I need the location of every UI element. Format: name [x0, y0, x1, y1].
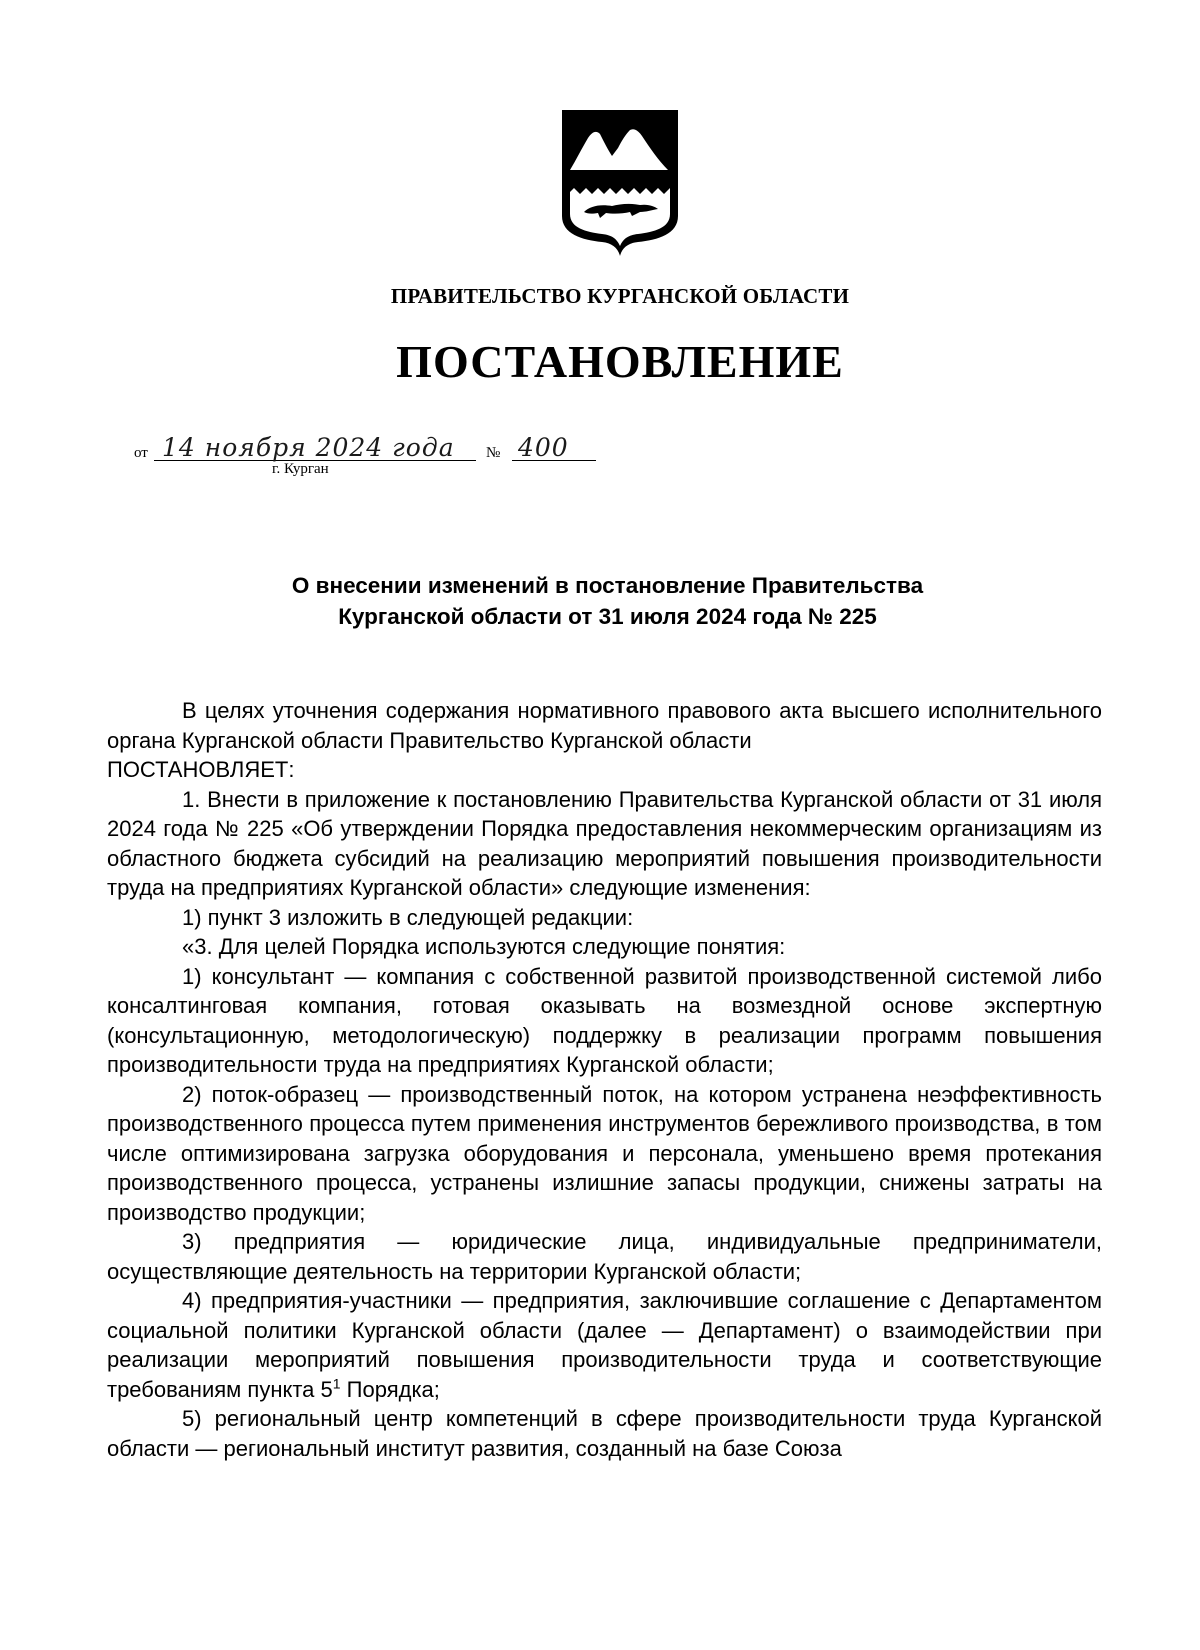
paragraph-definition-4 — [107, 1286, 1102, 1404]
date-field — [154, 425, 476, 461]
paragraph-item-1: 1. Внести в приложение к постановлению Правительства Курганской области от 31 июля 2024 года № 225 «Об утверждении Порядка предоставления некоммерческим организациям из областного бюджета субсидий на реализацию мероприятий повышения производительности труда на предприятиях Курганской области» следующие изменения: — [107, 786, 1102, 900]
city: г. Курган — [272, 461, 329, 477]
title-line-2: Курганской области от 31 июля 2024 года № 225 — [338, 604, 877, 629]
paragraph-subitem-1: 1) пункт 3 изложить в следующей редакции: — [182, 904, 634, 930]
document-type: ПОСТАНОВЛЕНИЕ — [396, 336, 844, 387]
definition-4-text: 4) предприятия-участники — предприятия, заключившие соглашение с Департаментом социальной политики Курганской области (далее — Департамент) о взаимодействии при реализации мероприятий повышения производительности труда и соответствующие требованиям пункта 5 — [107, 1288, 1102, 1402]
paragraph-definition-1: 1) консультант — компания с собственной развитой производственной системой либо консалтинговая компания, готовая оказывать на возмездной основе экспертную (консультационную, методологическую) поддержку в реализации программ повышения производительности труда на предприятиях Курганской области; — [107, 963, 1102, 1077]
coat-of-arms-emblem — [560, 108, 680, 258]
handwritten-date: 14 ноября 2024 года — [162, 433, 455, 462]
paragraph-definition-2: 2) поток-образец — производственный поток, на котором устранена неэффективность производственного процесса путем применения инструментов бережливого производства, в том числе оптимизирована загрузка оборудования и персонала, уменьшено время протекания производственного процесса, устранены излишние запасы продукции, снижены затраты на производство продукции; — [107, 1081, 1102, 1225]
number-sign: № — [486, 445, 501, 461]
number-field — [512, 425, 596, 461]
title-line-1: О внесении изменений в постановление Правительства — [291, 573, 924, 598]
document-body — [107, 696, 1102, 1463]
handwritten-number: 400 — [518, 433, 569, 462]
superscript: 1 — [332, 1375, 341, 1392]
paragraph-preamble: В целях уточнения содержания нормативного правового акта высшего исполнительного органа Курганской области Правительство Курганской области — [107, 698, 1102, 753]
organization-name: ПРАВИТЕЛЬСТВО КУРГАНСКОЙ ОБЛАСТИ — [390, 284, 850, 308]
paragraph-point-3: «3. Для целей Порядка используются следующие понятия: — [182, 934, 786, 959]
definition-4-end: Порядка; — [340, 1376, 440, 1402]
paragraph-definition-5: 5) региональный центр компетенций в сфере производительности труда Курганской области — региональный институт развития, созданный на базе Союза — [107, 1406, 1102, 1461]
paragraph-resolves: ПОСТАНОВЛЯЕТ: — [107, 757, 295, 782]
date-prefix: от — [134, 445, 148, 461]
paragraph-definition-3: 3) предприятия — юридические лица, индивидуальные предприниматели, осуществляющие деятельность на территории Курганской области; — [107, 1229, 1102, 1284]
document-title — [0, 570, 1200, 632]
